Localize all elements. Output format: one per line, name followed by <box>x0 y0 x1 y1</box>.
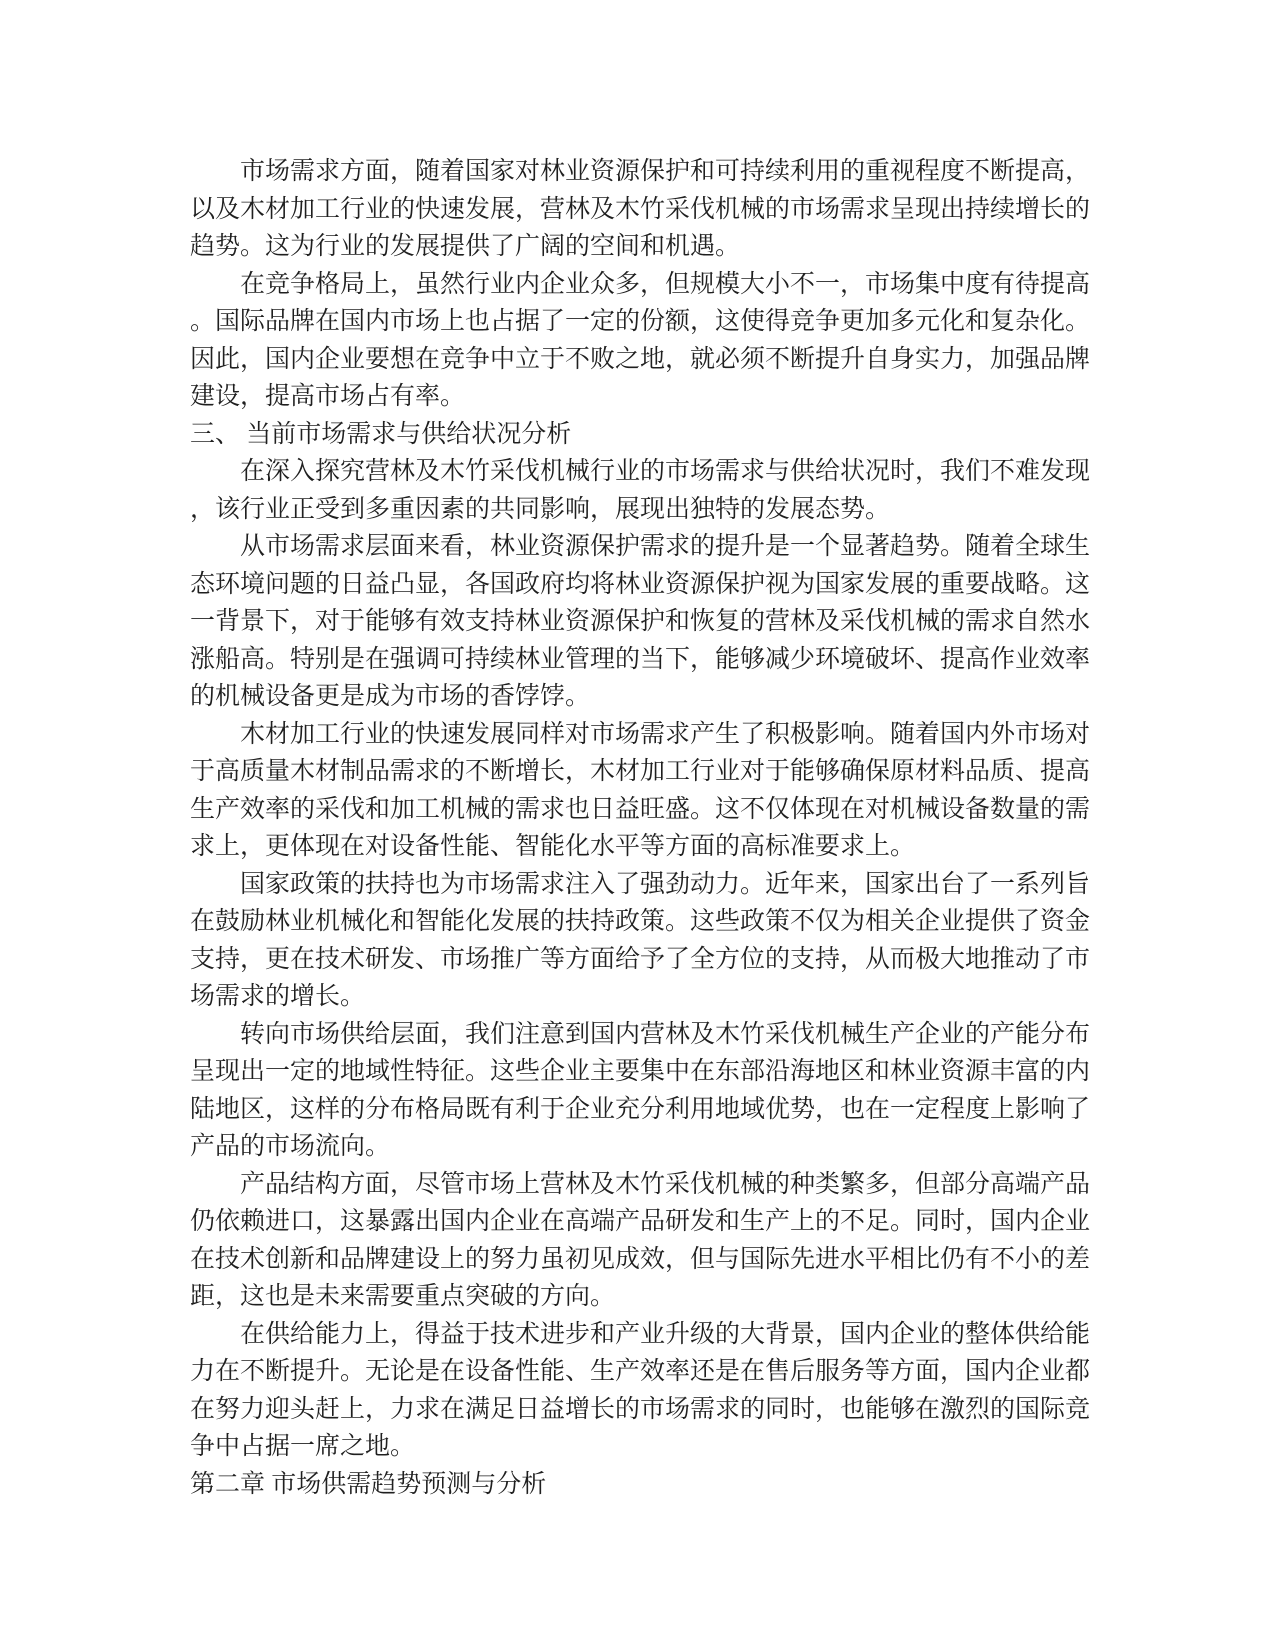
heading-line: 第二章 市场供需趋势预测与分析 <box>190 1470 547 1498</box>
text-line: 一背景下，对于能够有效支持林业资源保护和恢复的营林及采伐机械的需求自然水 <box>190 608 1091 635</box>
text-line: 从市场需求层面来看，林业资源保护需求的提升是一个显著趋势。随着全球生 <box>190 533 1091 560</box>
text-line: 生产效率的采伐和加工机械的需求也日益旺盛。这不仅体现在对机械设备数量的需 <box>190 795 1091 823</box>
text-line: ，该行业正受到多重因素的共同影响，展现出独特的发展态势。 <box>190 495 891 523</box>
text-line: 建设，提高市场占有率。 <box>190 383 466 410</box>
text-line: 求上，更体现在对设备性能、智能化水平等方面的高标准要求上。 <box>190 833 916 860</box>
text-line: 争中占据一席之地。 <box>190 1433 416 1460</box>
text-line: 距，这也是未来需要重点突破的方向。 <box>190 1283 616 1310</box>
text-line: 以及木材加工行业的快速发展，营林及木竹采伐机械的市场需求呈现出持续增长的 <box>190 195 1091 223</box>
text-line: 产品的市场流向。 <box>190 1133 391 1160</box>
text-line: 在竞争格局上，虽然行业内企业众多，但规模大小不一，市场集中度有待提高 <box>190 270 1091 298</box>
text-line: 支持，更在技术研发、市场推广等方面给予了全方位的支持，从而极大地推动了市 <box>190 945 1091 973</box>
text-line: 市场需求方面，随着国家对林业资源保护和可持续利用的重视程度不断提高， <box>190 158 1091 185</box>
text-line: 在鼓励林业机械化和智能化发展的扶持政策。这些政策不仅为相关企业提供了资金 <box>190 908 1091 935</box>
text-line: 在深入探究营林及木竹采伐机械行业的市场需求与供给状况时，我们不难发现 <box>190 458 1091 485</box>
text-line: 国家政策的扶持也为市场需求注入了强劲动力。近年来，国家出台了一系列旨 <box>190 870 1091 898</box>
text-line: 涨船高。特别是在强调可持续林业管理的当下，能够减少环境破坏、提高作业效率 <box>190 645 1091 673</box>
text-line: 在供给能力上，得益于技术进步和产业升级的大背景，国内企业的整体供给能 <box>190 1320 1091 1348</box>
text-line: 转向市场供给层面，我们注意到国内营林及木竹采伐机械生产企业的产能分布 <box>190 1020 1091 1048</box>
text-line: 陆地区，这样的分布格局既有利于企业充分利用地域优势，也在一定程度上影响了 <box>190 1095 1091 1123</box>
text-line: 趋势。这为行业的发展提供了广阔的空间和机遇。 <box>190 233 741 260</box>
text-line: 在努力迎头赶上，力求在满足日益增长的市场需求的同时，也能够在激烈的国际竞 <box>190 1395 1091 1423</box>
document-body <box>190 153 1100 1503</box>
text-line: 在技术创新和品牌建设上的努力虽初见成效，但与国际先进水平相比仍有不小的差 <box>190 1245 1091 1273</box>
text-line: 木材加工行业的快速发展同样对市场需求产生了积极影响。随着国内外市场对 <box>190 720 1091 748</box>
text-line: 仍依赖进口，这暴露出国内企业在高端产品研发和生产上的不足。同时，国内企业 <box>190 1208 1091 1235</box>
text-line: 于高质量木材制品需求的不断增长，木材加工行业对于能够确保原材料品质、提高 <box>190 758 1091 785</box>
text-line: 态环境问题的日益凸显，各国政府均将林业资源保护视为国家发展的重要战略。这 <box>190 570 1091 598</box>
heading-line: 三、 当前市场需求与供给状况分析 <box>190 420 572 448</box>
text-line: 。国际品牌在国内市场上也占据了一定的份额，这使得竞争更加多元化和复杂化。 <box>190 308 1091 335</box>
text-line: 的机械设备更是成为市场的香饽饽。 <box>190 683 591 710</box>
text-line: 呈现出一定的地域性特征。这些企业主要集中在东部沿海地区和林业资源丰富的内 <box>190 1058 1091 1085</box>
text-line: 产品结构方面，尽管市场上营林及木竹采伐机械的种类繁多，但部分高端产品 <box>190 1170 1091 1198</box>
text-line: 力在不断提升。无论是在设备性能、生产效率还是在售后服务等方面，国内企业都 <box>190 1358 1091 1385</box>
text-line: 因此，国内企业要想在竞争中立于不败之地，就必须不断提升自身实力，加强品牌 <box>190 345 1091 373</box>
text-line: 场需求的增长。 <box>190 983 366 1010</box>
